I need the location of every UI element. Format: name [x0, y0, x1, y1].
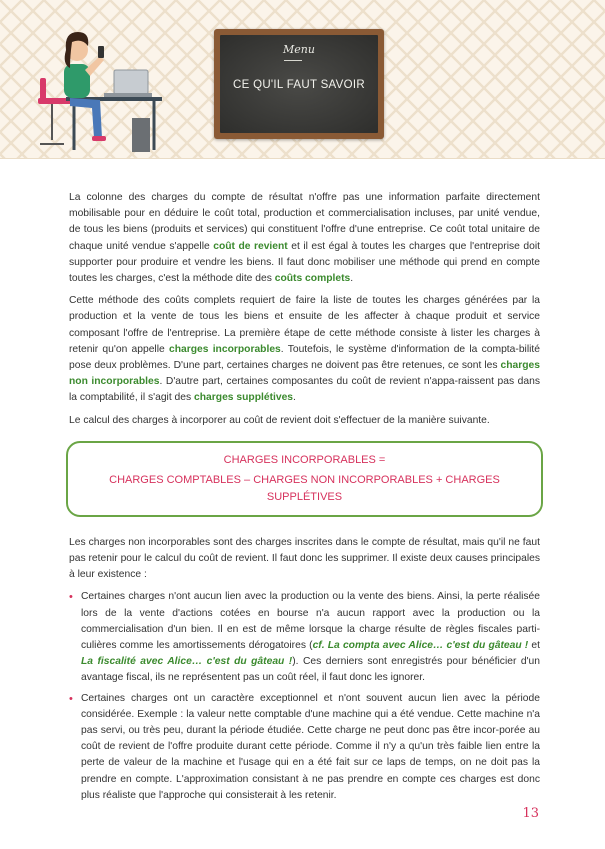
text: . [293, 392, 296, 404]
formula-line-2: CHARGES COMPTABLES – CHARGES NON INCORPORABLES + CHARGES SUPPLÉTIVES [109, 473, 500, 503]
chalkboard-sign [214, 29, 384, 139]
bullet-icon: • [69, 692, 73, 705]
text: ). Ces derniers sont enregistrés pour bénéficier d'un avantage fiscal, ils ne représentent pas un coût réel, il faut donc les ignorer. [81, 656, 540, 684]
section-title: CE QU'IL FAUT SAVOIR [233, 79, 365, 91]
keyword-cout-de-revient: coût de revient [213, 240, 288, 252]
text: cf. [312, 640, 328, 652]
text: La colonne des charges du compte de résultat n'offre pas une information parfaite directement mobilisable pour en déduire le coût total, production et commercialisation incluses, par unité vendue, de tous les biens (produits et services) qui constituent l'offre d'une entreprise. Ce coût total unitaire de chaque unité vendue s'appelle [69, 192, 540, 252]
list-item [69, 691, 540, 804]
menu-label: Menu [283, 43, 315, 56]
menu-underline [284, 60, 302, 61]
woman-at-laptop-illustration [30, 20, 170, 158]
book-reference: La compta avec Alice… c'est du gâteau ! [327, 640, 529, 652]
text: Cette méthode des coûts complets requiert de faire la liste de toutes les charges générées par la production et la vente de tous les biens et ensuite de les affecter à chaque produit et service composant l'offre de l'entreprise. La première étape de cette méthode consiste à lister les charges à retenir qu'on appelle [69, 295, 540, 355]
page-header [0, 0, 605, 159]
keyword-charges-suppletives: charges supplétives [194, 392, 294, 404]
paragraph-calculation: Le calcul des charges à incorporer au coût de revient doit s'effectuer de la manière suivante. [69, 414, 490, 426]
text: et il est égal à toutes les charges que l'entreprise doit supporter pour produire et vendre les biens. Il faut donc mobiliser une méthode qui prend en compte toutes les charges, c'est la méthode dite des [69, 240, 540, 285]
main-content [69, 190, 540, 808]
text: . D'autre part, certaines composantes du coût de revient n'appa-raissent pas dans la comptabilité, il s'agit des [69, 376, 540, 404]
keyword-couts-complets: coûts complets [274, 273, 351, 285]
text: . Toutefois, le système d'information de la compta-bilité pose deux problèmes. D'une part, certaines charges ne doivent pas être retenues, ce sont les [69, 343, 540, 372]
text: Certaines charges n'ont aucun lien avec la production ou la vente des biens. Ainsi, la perte réalisée lors de la vente d'actions cotées en bourse n'a aucun rapport avec la production ou la commercialisation d'un bien. Il en est de même lorsque la charge résulte de règles fiscales parti-culières comme les amortissements dérogatoires ( [81, 591, 540, 652]
text: . [350, 273, 354, 285]
bullet-icon: • [69, 591, 73, 604]
keyword-charges-incorporables: charges incorporables [168, 343, 281, 355]
text: Certaines charges ont un caractère exceptionnel et n'ont souvent aucun lien avec la période considérée. Exemple : la valeur nette comptable d'une machine qui a été vendue. Cette machine n'a pas servi, ou très peu, durant la période étudiée. Cette charge ne peut donc pas être incor-porée au coût de revient de l'offre produite durant cette période. Comme il n'y a qu'un très faible lien entre la perte de valeur de la machine et l'usage qui en a été fait sur ce laps de temps, on ne doit pas la prendre en compte. L'approximation consistant à ne pas prendre en compte ces charges est donc plus réaliste que l'approche qui consisterait à les retenir. [81, 692, 540, 801]
text: et [528, 640, 541, 652]
paragraph-intro [69, 190, 540, 287]
page-number: 13 [522, 806, 539, 821]
formula-line-1: CHARGES INCORPORABLES = [223, 453, 386, 466]
book-reference: La fiscalité avec Alice… c'est du gâteau ! [81, 656, 293, 668]
paragraph-method [69, 293, 540, 406]
paragraph-non-incorporables: Les charges non incorporables sont des charges inscrites dans le compte de résultat, mais qu'il ne faut pas retenir pour le calcul du coût de revient. Il faut donc les supprimer. Il existe deux causes principales à leur existence : [69, 536, 540, 581]
formula-box [66, 441, 543, 517]
keyword-charges-non-incorporables: charges non incorporables [69, 360, 540, 388]
list-item [69, 589, 540, 686]
causes-list [69, 589, 540, 804]
